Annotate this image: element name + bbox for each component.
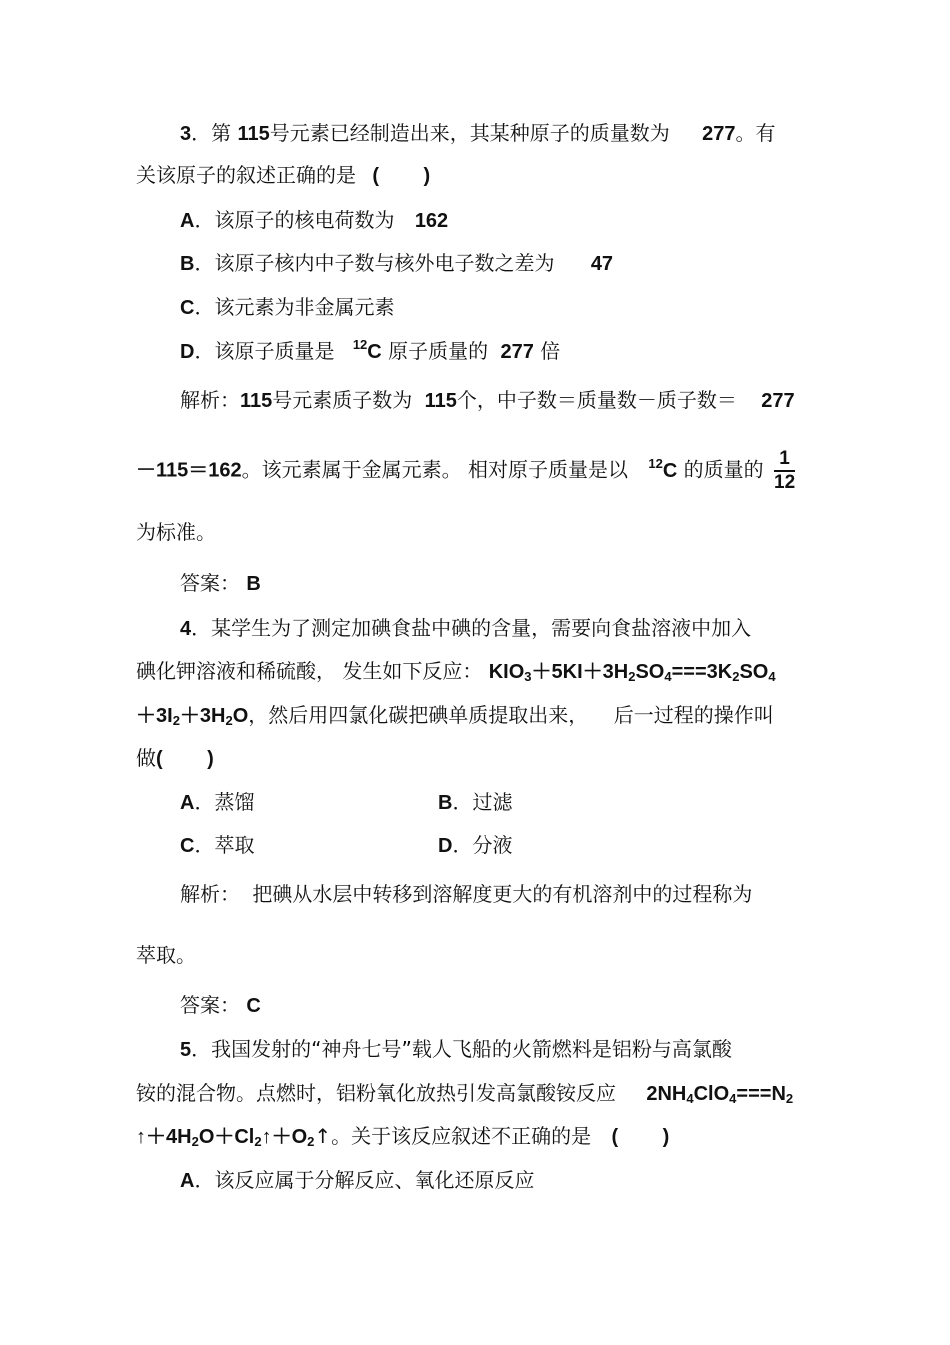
analysis-label: 解析： [180,882,240,906]
q4-analysis-line-2: 萃取。 [136,943,196,967]
q4-option-a: A．蒸馏 [180,790,255,814]
q3-analysis-line-2: －115＝162。该元素属于金属元素。 相对原子质量是以 $^{12}$C 的质量的 $\frac{1}{12}$ [136,448,796,493]
answer-blank: ( ) [156,748,214,770]
chemical-equation: $KIO_3+5KI+3H_2SO_4===3K_2SO_4$ [488,661,776,684]
q4-answer: 答案： C [180,993,261,1017]
q3-number: 3 [180,123,192,145]
q4-line-2: 碘化钾溶液和稀硫酸， 发生如下反应： $KIO_3+5KI+3H_2SO_4===3K_2SO_4$ [136,659,776,684]
q5-number: 5 [180,1039,192,1061]
q5-line-1: 5．我国发射的“神舟七号”载人飞船的火箭燃料是铝粉与高氯酸 [180,1037,732,1061]
q4-option-b: B．过滤 [438,790,513,814]
q4-option-c: C．萃取 [180,833,255,857]
q3-option-a: A．该原子的核电荷数为 162 [180,208,449,232]
fraction-one-twelfth: $\frac{1}{12}$ [774,448,796,493]
q4-line-4: 做( ) [136,746,214,770]
q4-analysis-line-1: 解析： 把碘从水层中转移到溶解度更大的有机溶剂中的过程称为 [180,882,753,906]
chemical-equation: $2NH_4ClO_4===N_2$ [646,1083,794,1106]
q3-line-2: 关该原子的叙述正确的是 ( ) [136,163,431,187]
q4-line-3: $+3I_2+3H_2O$，然后用四氯化碳把碘单质提取出来， 后一过程的操作叫 [136,703,774,728]
answer-blank: ( ) [611,1126,670,1148]
q4-number: 4 [180,618,192,640]
q3-analysis-line-1: 解析：115号元素质子数为 115个，中子数＝质量数－质子数＝ 277 [180,388,795,412]
q4-option-d: D．分液 [438,833,513,857]
analysis-label: 解析： [180,388,240,412]
q3-answer: 答案： B [180,571,261,595]
q3-option-b: B．该原子核内中子数与核外电子数之差为 47 [180,251,614,275]
q3-option-c: C．该元素为非金属元素 [180,295,395,319]
q5-option-a: A．该反应属于分解反应、氧化还原反应 [180,1168,535,1192]
q3-analysis-line-3: 为标准。 [136,520,216,544]
q4-line-1: 4．某学生为了测定加碘食盐中碘的含量，需要向食盐溶液中加入 [180,616,752,640]
answer-blank: ( ) [372,165,431,187]
q3-option-d: D．该原子质量是 $^{12}$C 原子质量的 277 倍 [180,337,561,363]
q3-line-1: 3．第 115号元素已经制造出来，其某种原子的质量数为 277。有 [180,121,776,145]
q5-line-3: $↑+4H_2O+Cl_2↑+O_2↑$。关于该反应叙述不正确的是 ( ) [136,1124,670,1149]
q5-line-2: 铵的混合物。点燃时，铝粉氧化放热引发高氯酸铵反应 $2NH_4ClO_4===N_2$ [136,1081,794,1106]
